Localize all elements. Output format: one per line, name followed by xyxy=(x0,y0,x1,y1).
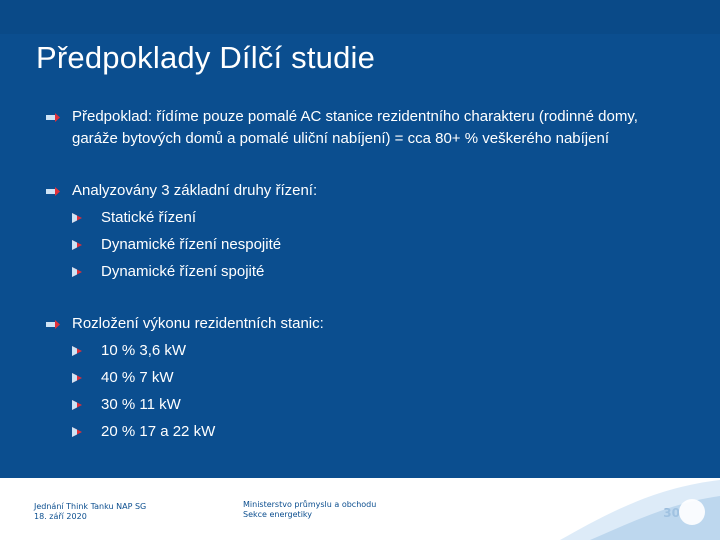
bullet-item xyxy=(46,180,686,202)
sub-bullet-text: 20 % 17 a 22 kW xyxy=(101,423,216,440)
footer-organization xyxy=(243,500,376,520)
sub-bullet-item xyxy=(46,421,686,443)
triangle-bullet-icon xyxy=(72,373,82,383)
sub-bullet-item xyxy=(46,340,686,362)
bullet-text: Analyzovány 3 základní druhy řízení: xyxy=(72,182,318,199)
footer-wave-decoration xyxy=(560,478,720,540)
arrow-bullet-icon xyxy=(46,113,60,122)
triangle-bullet-icon xyxy=(72,240,82,250)
sub-bullet-item xyxy=(46,234,686,256)
slide-title: Předpoklady Dílčí studie xyxy=(36,40,376,75)
triangle-bullet-icon xyxy=(72,346,82,356)
footer-event-name: Jednání Think Tanku NAP SG xyxy=(34,502,147,511)
sub-bullet-text: 10 % 3,6 kW xyxy=(101,342,187,359)
arrow-bullet-icon xyxy=(46,320,60,329)
sub-bullet-text: 40 % 7 kW xyxy=(101,369,174,386)
triangle-bullet-icon xyxy=(72,213,82,223)
triangle-bullet-icon xyxy=(72,267,82,277)
sub-bullet-item xyxy=(46,207,686,229)
footer-event-date: 18. září 2020 xyxy=(34,512,87,521)
sub-bullet-text: Dynamické řízení nespojité xyxy=(101,236,282,253)
bullet-text: Rozložení výkonu rezidentních stanic: xyxy=(72,315,324,332)
sub-bullet-text: Statické řízení xyxy=(101,209,197,226)
sub-bullet-item xyxy=(46,261,686,283)
bullet-text: Předpoklad: řídíme pouze pomalé AC stanice rezidentního charakteru (rodinné domy, xyxy=(72,108,638,125)
sub-bullet-item xyxy=(46,367,686,389)
triangle-bullet-icon xyxy=(72,427,82,437)
footer-event-info xyxy=(34,502,146,522)
bullet-text-continued: garáže bytových domů a pomalé uliční nabíjení) = cca 80+ % veškerého nabíjení xyxy=(72,130,609,147)
footer-section: Sekce energetiky xyxy=(243,510,312,519)
arrow-bullet-icon xyxy=(46,187,60,196)
triangle-bullet-icon xyxy=(72,400,82,410)
bullet-item xyxy=(46,313,686,335)
sub-bullet-text: Dynamické řízení spojité xyxy=(101,263,265,280)
header-band xyxy=(0,0,720,34)
sub-bullet-text: 30 % 11 kW xyxy=(101,396,181,413)
slide-content xyxy=(46,106,686,443)
sub-bullet-item xyxy=(46,394,686,416)
bullet-item xyxy=(46,106,686,150)
footer-ministry: Ministerstvo průmyslu a obchodu xyxy=(243,500,377,509)
